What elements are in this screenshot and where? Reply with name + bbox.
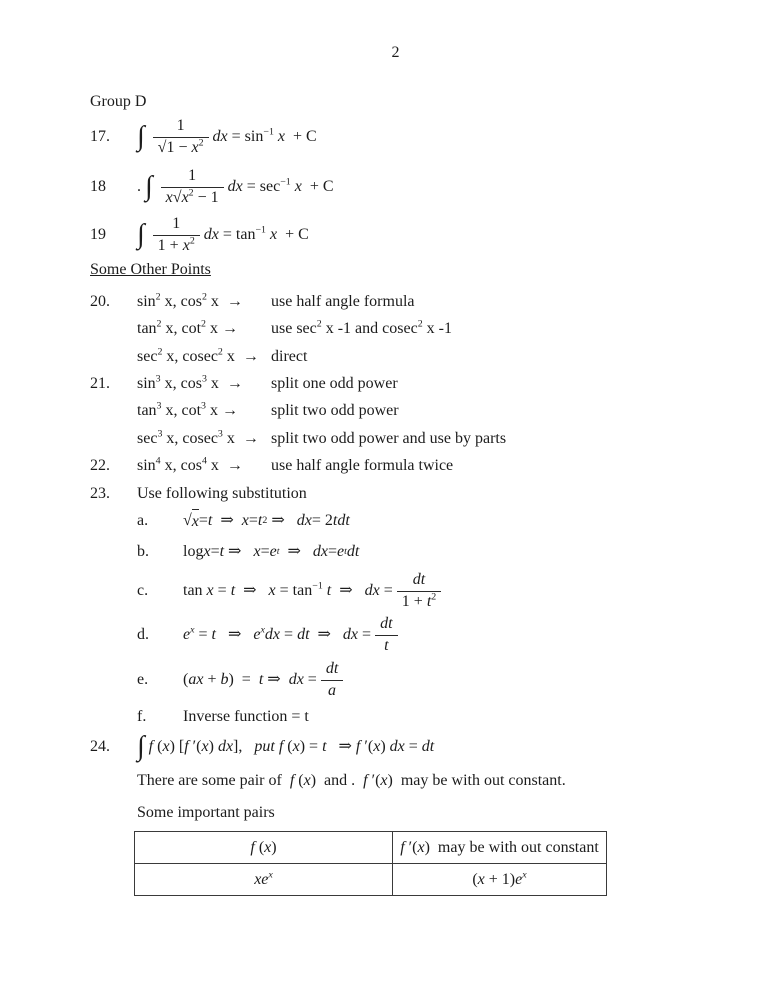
- substitution-item-f: [90, 703, 710, 730]
- point-row: [90, 343, 710, 370]
- item-24-number: 24.: [90, 738, 110, 756]
- some-other-points-heading: Some Other Points: [90, 261, 211, 278]
- document-body: [0, 91, 765, 896]
- fraction: [161, 167, 224, 207]
- pairs-cell-fx: $xe^x$: [135, 864, 393, 896]
- point-row: [90, 288, 710, 315]
- substitution-item-d: [90, 613, 710, 657]
- point-expression: $\sin^2 x$, $\cos^2 x$ →: [137, 291, 243, 310]
- item-18-pre: .: [137, 178, 145, 196]
- other-points-list: [90, 288, 710, 507]
- item-19: [90, 213, 710, 257]
- point-description: use half angle formula twice: [271, 457, 454, 475]
- item-23-heading-row: [90, 480, 710, 507]
- point-expression: $\sin^3 x$, $\cos^3 x$ →: [137, 373, 243, 393]
- substitution-item-a: [90, 507, 710, 535]
- item-17-formula: [137, 117, 317, 157]
- point-number: 22.: [90, 457, 110, 475]
- substitution-formula-a: √ x = t ⇒ x = t 2 ⇒ dx = 2 tdt: [183, 509, 350, 533]
- substitution-formula-c: [183, 571, 445, 611]
- point-description: use half angle formula: [271, 292, 415, 310]
- group-d-heading: Group D: [90, 93, 147, 110]
- substitution-label-a: a.: [137, 512, 149, 530]
- item-23-number: 23.: [90, 484, 110, 502]
- fraction-denominator: $x√x^2 - 1$: [161, 187, 224, 207]
- point-expression: $\tan^2 x$, $\cot^2 x$ →: [137, 318, 238, 338]
- item-17-rhs: dx = $\sin^{-1} x + C$: [212, 126, 317, 146]
- point-row: [90, 315, 710, 342]
- item-24-rhs: f (x) [f ′(x) dx], put f (x) = t ⇒ f ′(x) dx = dt: [148, 738, 435, 756]
- fraction: [375, 615, 397, 655]
- substitution-item-c: [90, 569, 710, 613]
- pairs-table: [134, 831, 607, 896]
- pairs-heading: Some important pairs: [137, 803, 275, 821]
- item-18-number: 18: [90, 178, 106, 196]
- substitution-d-pre: $e^x = t$ ⇒ $e^xdx$ = dt ⇒ dx =: [183, 625, 372, 644]
- item-23-heading: Use following substitution: [137, 484, 307, 502]
- fraction-denominator: $1 + t^2$: [397, 591, 441, 611]
- integral-sign: ∫: [137, 731, 145, 763]
- item-19-rhs: dx = $\tan^{-1} x + C$: [203, 224, 309, 244]
- item-24-formula: [137, 733, 434, 761]
- item-17-number: 17.: [90, 128, 110, 146]
- page-number: 2: [391, 44, 400, 61]
- substitution-formula-d: [183, 615, 402, 655]
- item-19-number: 19: [90, 226, 106, 244]
- point-expression: $\tan^3 x$, $\cot^3 x$ →: [137, 401, 238, 420]
- pairs-table-header-row: [135, 832, 607, 864]
- fraction-denominator: $√1 - x^2$: [153, 137, 209, 157]
- fraction-numerator: 1: [176, 117, 185, 135]
- item-24: [90, 730, 710, 764]
- point-description: split two odd power: [271, 402, 399, 420]
- substitution-label-d: d.: [137, 626, 149, 644]
- item-18: [90, 163, 710, 211]
- integral-sign: ∫: [137, 219, 145, 250]
- substitution-formula-f: Inverse function = t: [183, 707, 309, 725]
- point-description: split two odd power and use by parts: [271, 429, 507, 447]
- substitution-item-b: [90, 535, 710, 569]
- point-number: 21.: [90, 375, 110, 393]
- table-row: [135, 864, 607, 896]
- point-description: direct: [271, 347, 308, 365]
- fraction: [153, 215, 200, 255]
- item-19-formula: [137, 215, 309, 255]
- substitution-e-pre: (ax + b) = t ⇒ dx =: [183, 671, 317, 689]
- fraction-numerator: dt: [325, 660, 339, 678]
- substitution-formula-e: [183, 660, 347, 700]
- item-17: [90, 113, 710, 161]
- fraction-numerator: dt: [380, 615, 393, 633]
- fraction-denominator: $1 + x^2$: [153, 235, 200, 255]
- pairs-intro-text: There are some pair of f (x) and . f ′(x) may be with out constant.: [137, 772, 566, 790]
- point-description: use $\sec^2 x$ -1 and cosec$^2$ x -1: [271, 318, 452, 338]
- integral-sign: ∫: [137, 121, 145, 152]
- point-number: 20.: [90, 292, 110, 310]
- fraction-numerator: 1: [172, 215, 181, 233]
- point-description: split one odd power: [271, 375, 398, 393]
- pairs-header-fx: f (x): [135, 832, 393, 864]
- fraction-denominator: a: [321, 680, 343, 700]
- point-row: [90, 425, 710, 452]
- substitution-item-e: [90, 657, 710, 703]
- point-expression: $\sin^4 x$, $\cos^4 x$ →: [137, 455, 243, 475]
- fraction: [153, 117, 209, 157]
- point-expression: $\sec^2 x$, cosec$^2$ x →: [137, 346, 259, 365]
- pairs-header-fprime: f ′(x) may be with out constant: [393, 832, 607, 864]
- point-row: [90, 398, 710, 425]
- substitution-label-e: e.: [137, 671, 149, 689]
- fraction-numerator: dt: [412, 571, 426, 589]
- substitution-c-pre: tan x = t ⇒ $x = \tan^{-1} t$ ⇒ dx =: [183, 581, 393, 600]
- item-18-formula: [137, 167, 334, 207]
- integral-sign: ∫: [145, 171, 153, 202]
- point-row: [90, 452, 710, 479]
- pairs-cell-fprime: $(x + 1)e^x$: [393, 864, 607, 896]
- fraction: [397, 571, 441, 611]
- point-row: [90, 370, 710, 397]
- fraction: [321, 660, 343, 700]
- substitution-label-c: c.: [137, 582, 149, 600]
- item-18-rhs: dx = $\sec^{-1} x + C$: [227, 176, 334, 196]
- fraction-numerator: 1: [188, 167, 197, 185]
- fraction-denominator: t: [375, 635, 397, 655]
- point-expression: $\sec^3 x$, cosec$^3$ x →: [137, 428, 259, 447]
- substitution-label-b: b.: [137, 543, 149, 561]
- substitution-formula-b: log x = t ⇒ x = e t ⇒ dx = e t dt: [183, 543, 360, 561]
- substitution-label-f: f.: [137, 707, 147, 725]
